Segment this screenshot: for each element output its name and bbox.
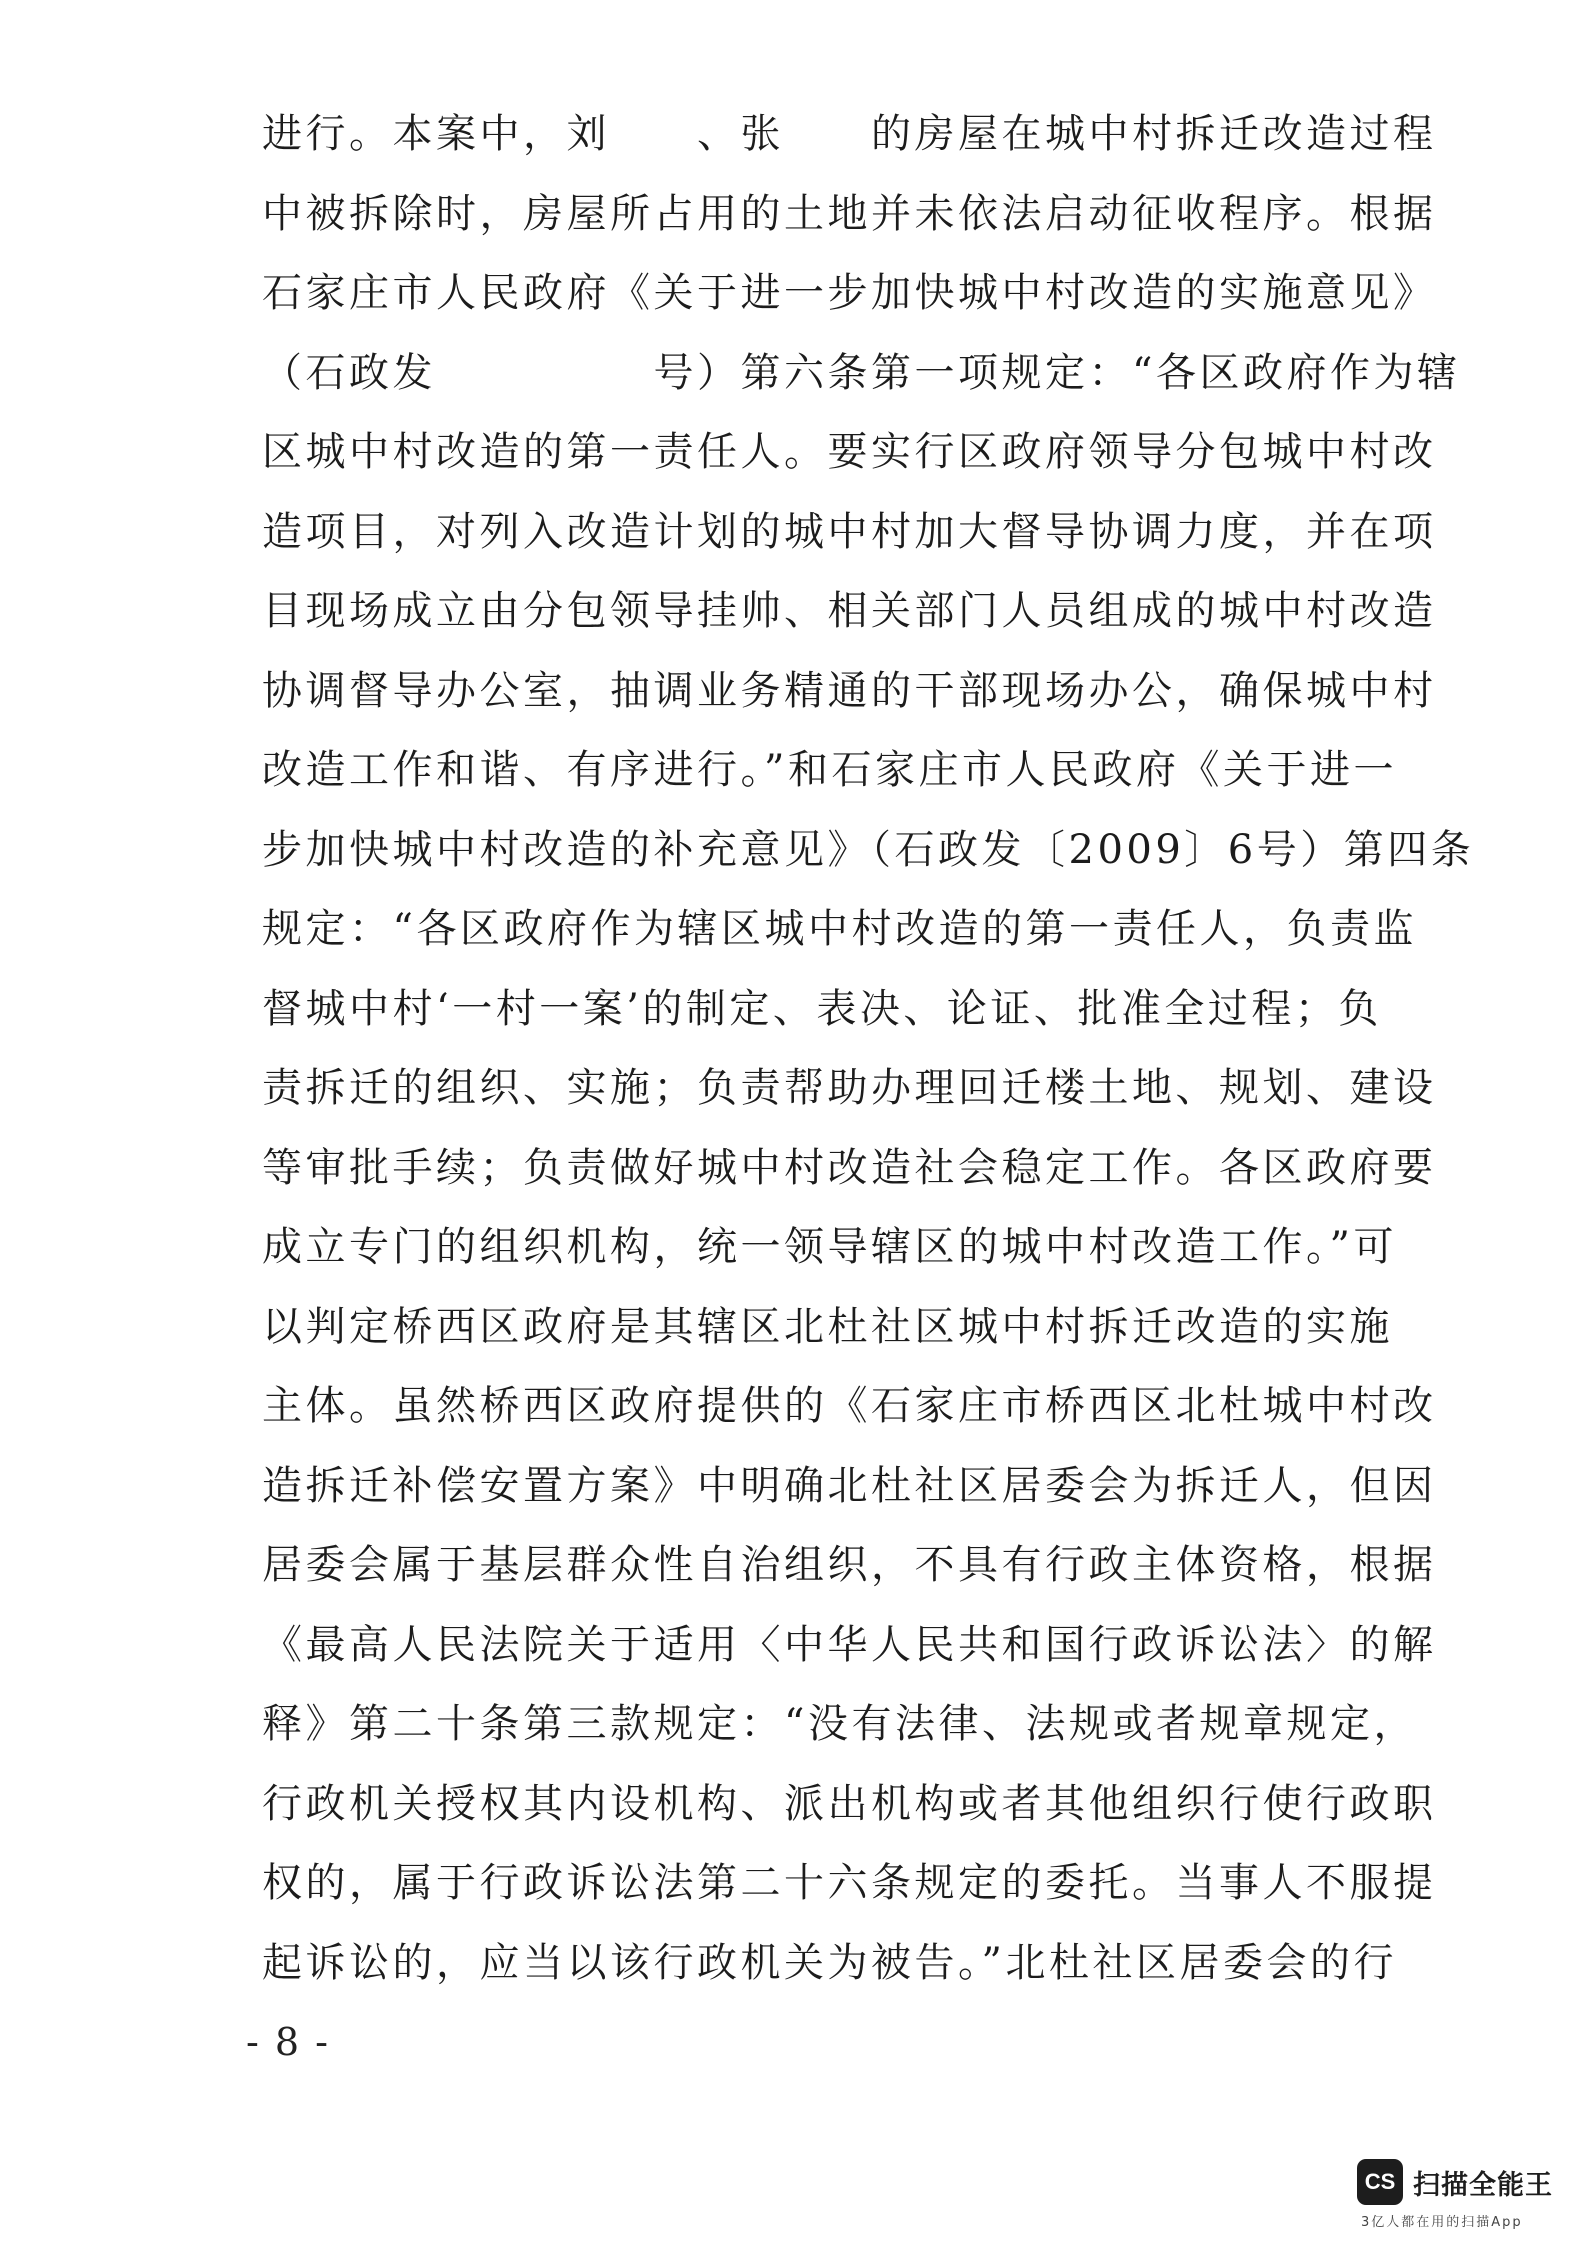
text-line: 成立专门的组织机构，统一领导辖区的城中村改造工作。”可 [262,1224,1397,1270]
text-line: 区城中村改造的第一责任人。要实行区政府领导分包城中村改 [262,429,1437,475]
watermark-app-name: 扫描全能王 [1413,2170,1553,2201]
text-line: 规定：“各区政府作为辖区城中村改造的第一责任人，负责监 [262,906,1417,952]
text-line: 改造工作和谐、有序进行。”和石家庄市人民政府《关于进一 [262,747,1397,793]
text-line: 进行。本案中，刘 、张 的房屋在城中村拆迁改造过程 [262,111,1437,157]
text-line: 以判定桥西区政府是其辖区北杜社区城中村拆迁改造的实施 [262,1303,1393,1350]
text-line: 起诉讼的，应当以该行政机关为被告。”北杜社区居委会的行 [262,1939,1397,1986]
text-line: （石政发 号）第六条第一项规定：“各区政府作为辖 [262,349,1461,396]
text-line: 居委会属于基层群众性自治组织，不具有行政主体资格，根据 [262,1542,1437,1588]
camscanner-logo-icon: CS [1357,2159,1403,2205]
watermark-tagline: 3亿人都在用的扫描App [1361,2215,1523,2230]
text-line: 等审批手续；负责做好城中村改造社会稳定工作。各区政府要 [262,1144,1437,1191]
text-line: 协调督导办公室，抽调业务精通的干部现场办公，确保城中村 [262,667,1437,714]
body-text [262,95,1475,2003]
text-line: 中被拆除时，房屋所占用的土地并未依法启动征收程序。根据 [262,190,1437,237]
text-line: 责拆迁的组织、实施；负责帮助办理回迁楼土地、规划、建设 [262,1065,1437,1111]
text-line: 释》第二十条第三款规定：“没有法律、法规或者规章规定， [262,1701,1417,1747]
text-line: 督城中村‘一村一案’的制定、表决、论证、批准全过程；负 [262,985,1382,1032]
text-line: 行政机关授权其内设机构、派出机构或者其他组织行使行政职 [262,1780,1437,1827]
text-line: 目现场成立由分包领导挂帅、相关部门人员组成的城中村改造 [262,588,1437,634]
text-line: 《最高人民法院关于适用〈中华人民共和国行政诉讼法〉的解 [262,1621,1437,1668]
page-number: - 8 - [246,2020,331,2064]
text-line: 造项目，对列入改造计划的城中村加大督导协调力度，并在项 [262,508,1437,555]
text-line: 权的，属于行政诉讼法第二十六条规定的委托。当事人不服提 [262,1860,1437,1906]
text-line: 造拆迁补偿安置方案》中明确北杜社区居委会为拆迁人，但因 [262,1462,1437,1509]
text-line: 主体。虽然桥西区政府提供的《石家庄市桥西区北杜城中村改 [262,1383,1437,1429]
scanner-watermark [1357,2153,1557,2233]
text-line: 石家庄市人民政府《关于进一步加快城中村改造的实施意见》 [262,270,1437,316]
text-line: 步加快城中村改造的补充意见》（石政发〔2009〕6号）第四条 [262,826,1475,873]
